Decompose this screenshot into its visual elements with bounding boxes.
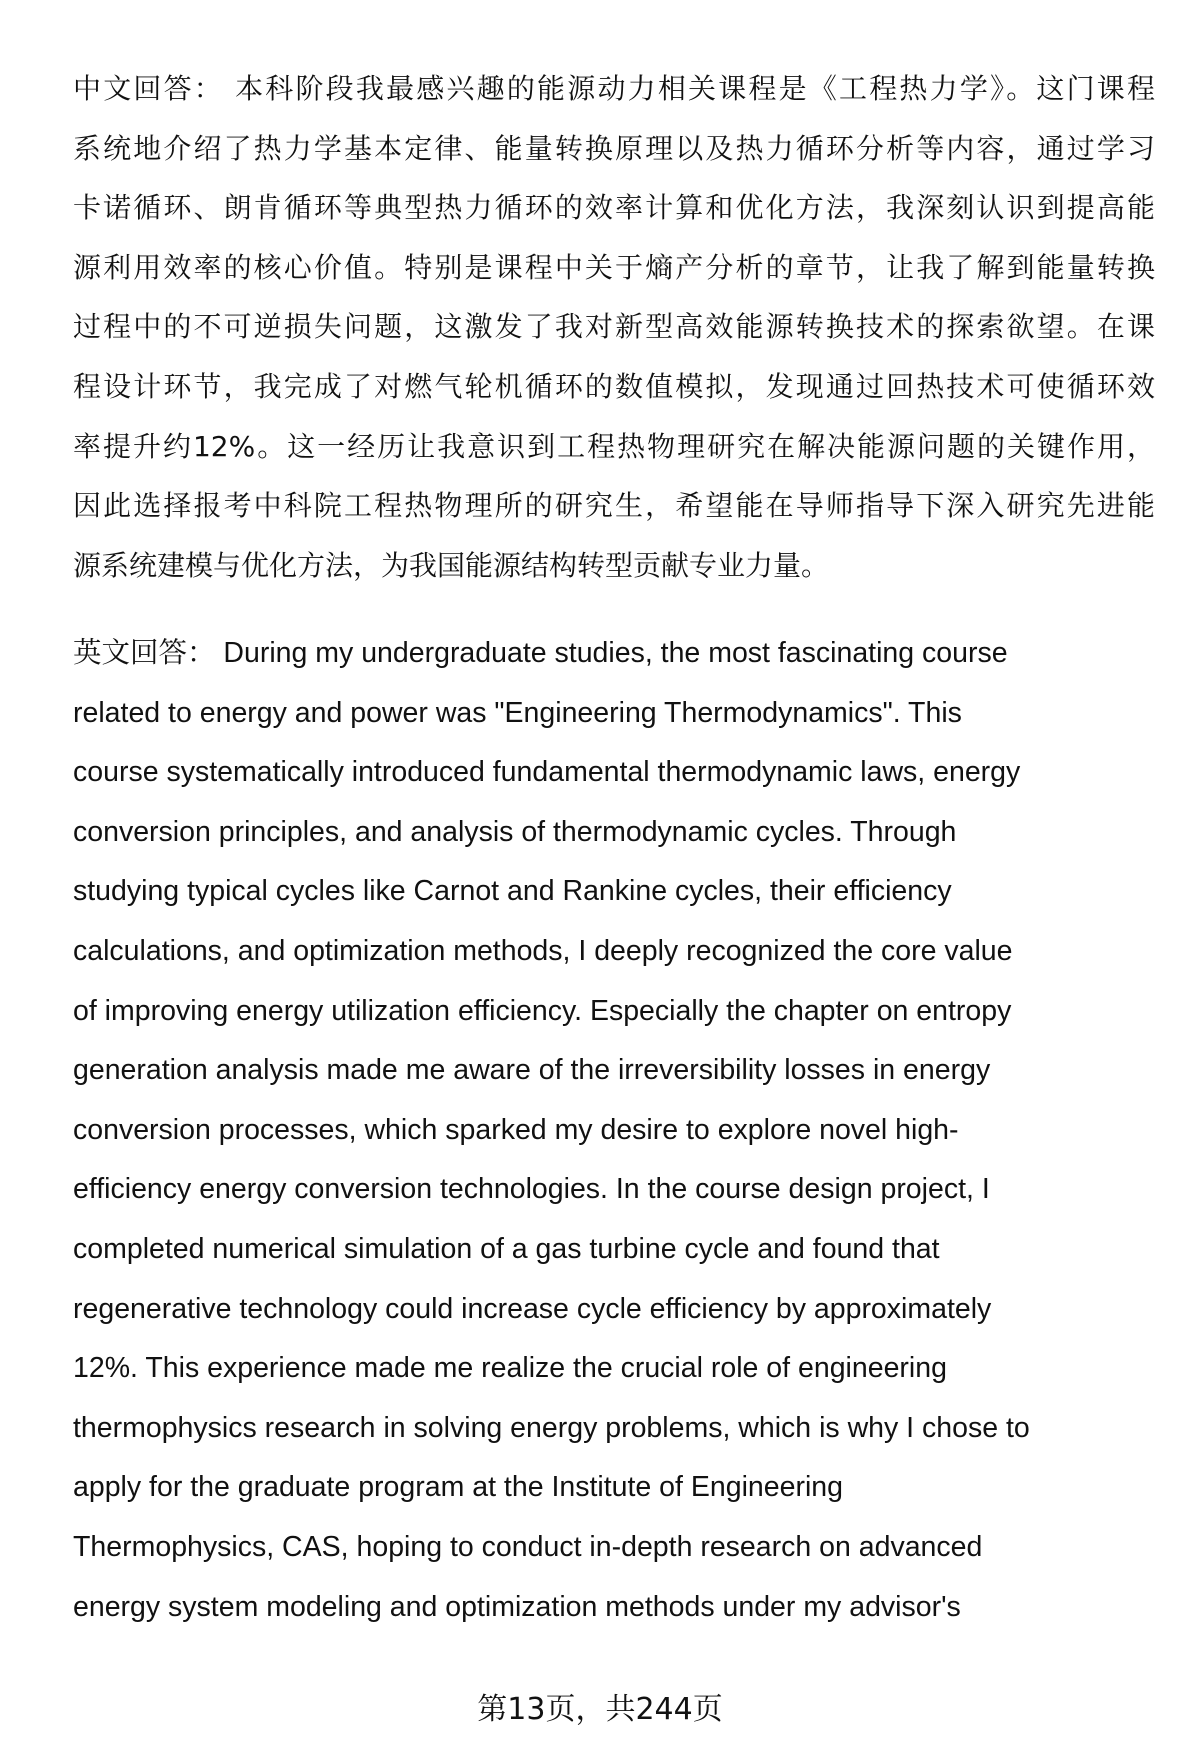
- text-line: 英文回答： During my undergraduate studies, the most fascinating course: [73, 637, 1008, 669]
- text-line: studying typical cycles like Carnot and Rankine cycles, their efficiency: [73, 875, 952, 908]
- text-line: 源系统建模与优化方法，为我国能源结构转型贡献专业力量。: [73, 548, 830, 582]
- text-line: thermophysics research in solving energy problems, which is why I chose to: [73, 1411, 1030, 1444]
- english-answer-paragraph: [73, 624, 1155, 1637]
- text-line: calculations, and optimization methods, I deeply recognized the core value: [73, 934, 1013, 967]
- text-line: 因此选择报考中科院工程热物理所的研究生，希望能在导师指导下深入研究先进能: [73, 489, 1155, 523]
- text-line: Thermophysics, CAS, hoping to conduct in-depth research on advanced: [73, 1530, 983, 1563]
- text-line: 程设计环节，我完成了对燃气轮机循环的数值模拟，发现通过回热技术可使循环效: [73, 369, 1155, 403]
- text-line: conversion processes, which sparked my desire to explore novel high-: [73, 1113, 959, 1146]
- text-line: regenerative technology could increase cycle efficiency by approximately: [73, 1292, 992, 1325]
- text-line: generation analysis made me aware of the irreversibility losses in energy: [73, 1054, 991, 1087]
- text-line: course systematically introduced fundamental thermodynamic laws, energy: [73, 756, 1021, 789]
- text-line: 源利用效率的核心价值。特别是课程中关于熵产分析的章节，让我了解到能量转换: [73, 250, 1155, 284]
- text-line: related to energy and power was "Engineering Thermodynamics". This: [73, 696, 962, 729]
- page-indicator: 第13页，共244页: [477, 1692, 723, 1727]
- text-line: completed numerical simulation of a gas turbine cycle and found that: [73, 1232, 940, 1265]
- text-line: conversion principles, and analysis of thermodynamic cycles. Through: [73, 815, 957, 848]
- text-line: of improving energy utilization efficiency. Especially the chapter on entropy: [73, 994, 1012, 1027]
- text-line: 系统地介绍了热力学基本定律、能量转换原理以及热力循环分析等内容，通过学习: [73, 131, 1155, 165]
- text-line: 过程中的不可逆损失问题，这激发了我对新型高效能源转换技术的探索欲望。在课: [73, 310, 1155, 344]
- text-line: apply for the graduate program at the Institute of Engineering: [73, 1471, 843, 1504]
- text-line: 中文回答： 本科阶段我最感兴趣的能源动力相关课程是《工程热力学》。这门课程: [73, 72, 1155, 105]
- text-line: energy system modeling and optimization methods under my advisor's: [73, 1590, 961, 1623]
- text-line: 率提升约12%。这一经历让我意识到工程热物理研究在解决能源问题的关键作用，: [73, 429, 1155, 463]
- text-line: 12%. This experience made me realize the crucial role of engineering: [73, 1352, 947, 1385]
- text-line: efficiency energy conversion technologies. In the course design project, I: [73, 1173, 990, 1206]
- text-line: 卡诺循环、朗肯循环等典型热力循环的效率计算和优化方法，我深刻认识到提高能: [73, 191, 1155, 225]
- chinese-answer-paragraph: [73, 59, 1155, 595]
